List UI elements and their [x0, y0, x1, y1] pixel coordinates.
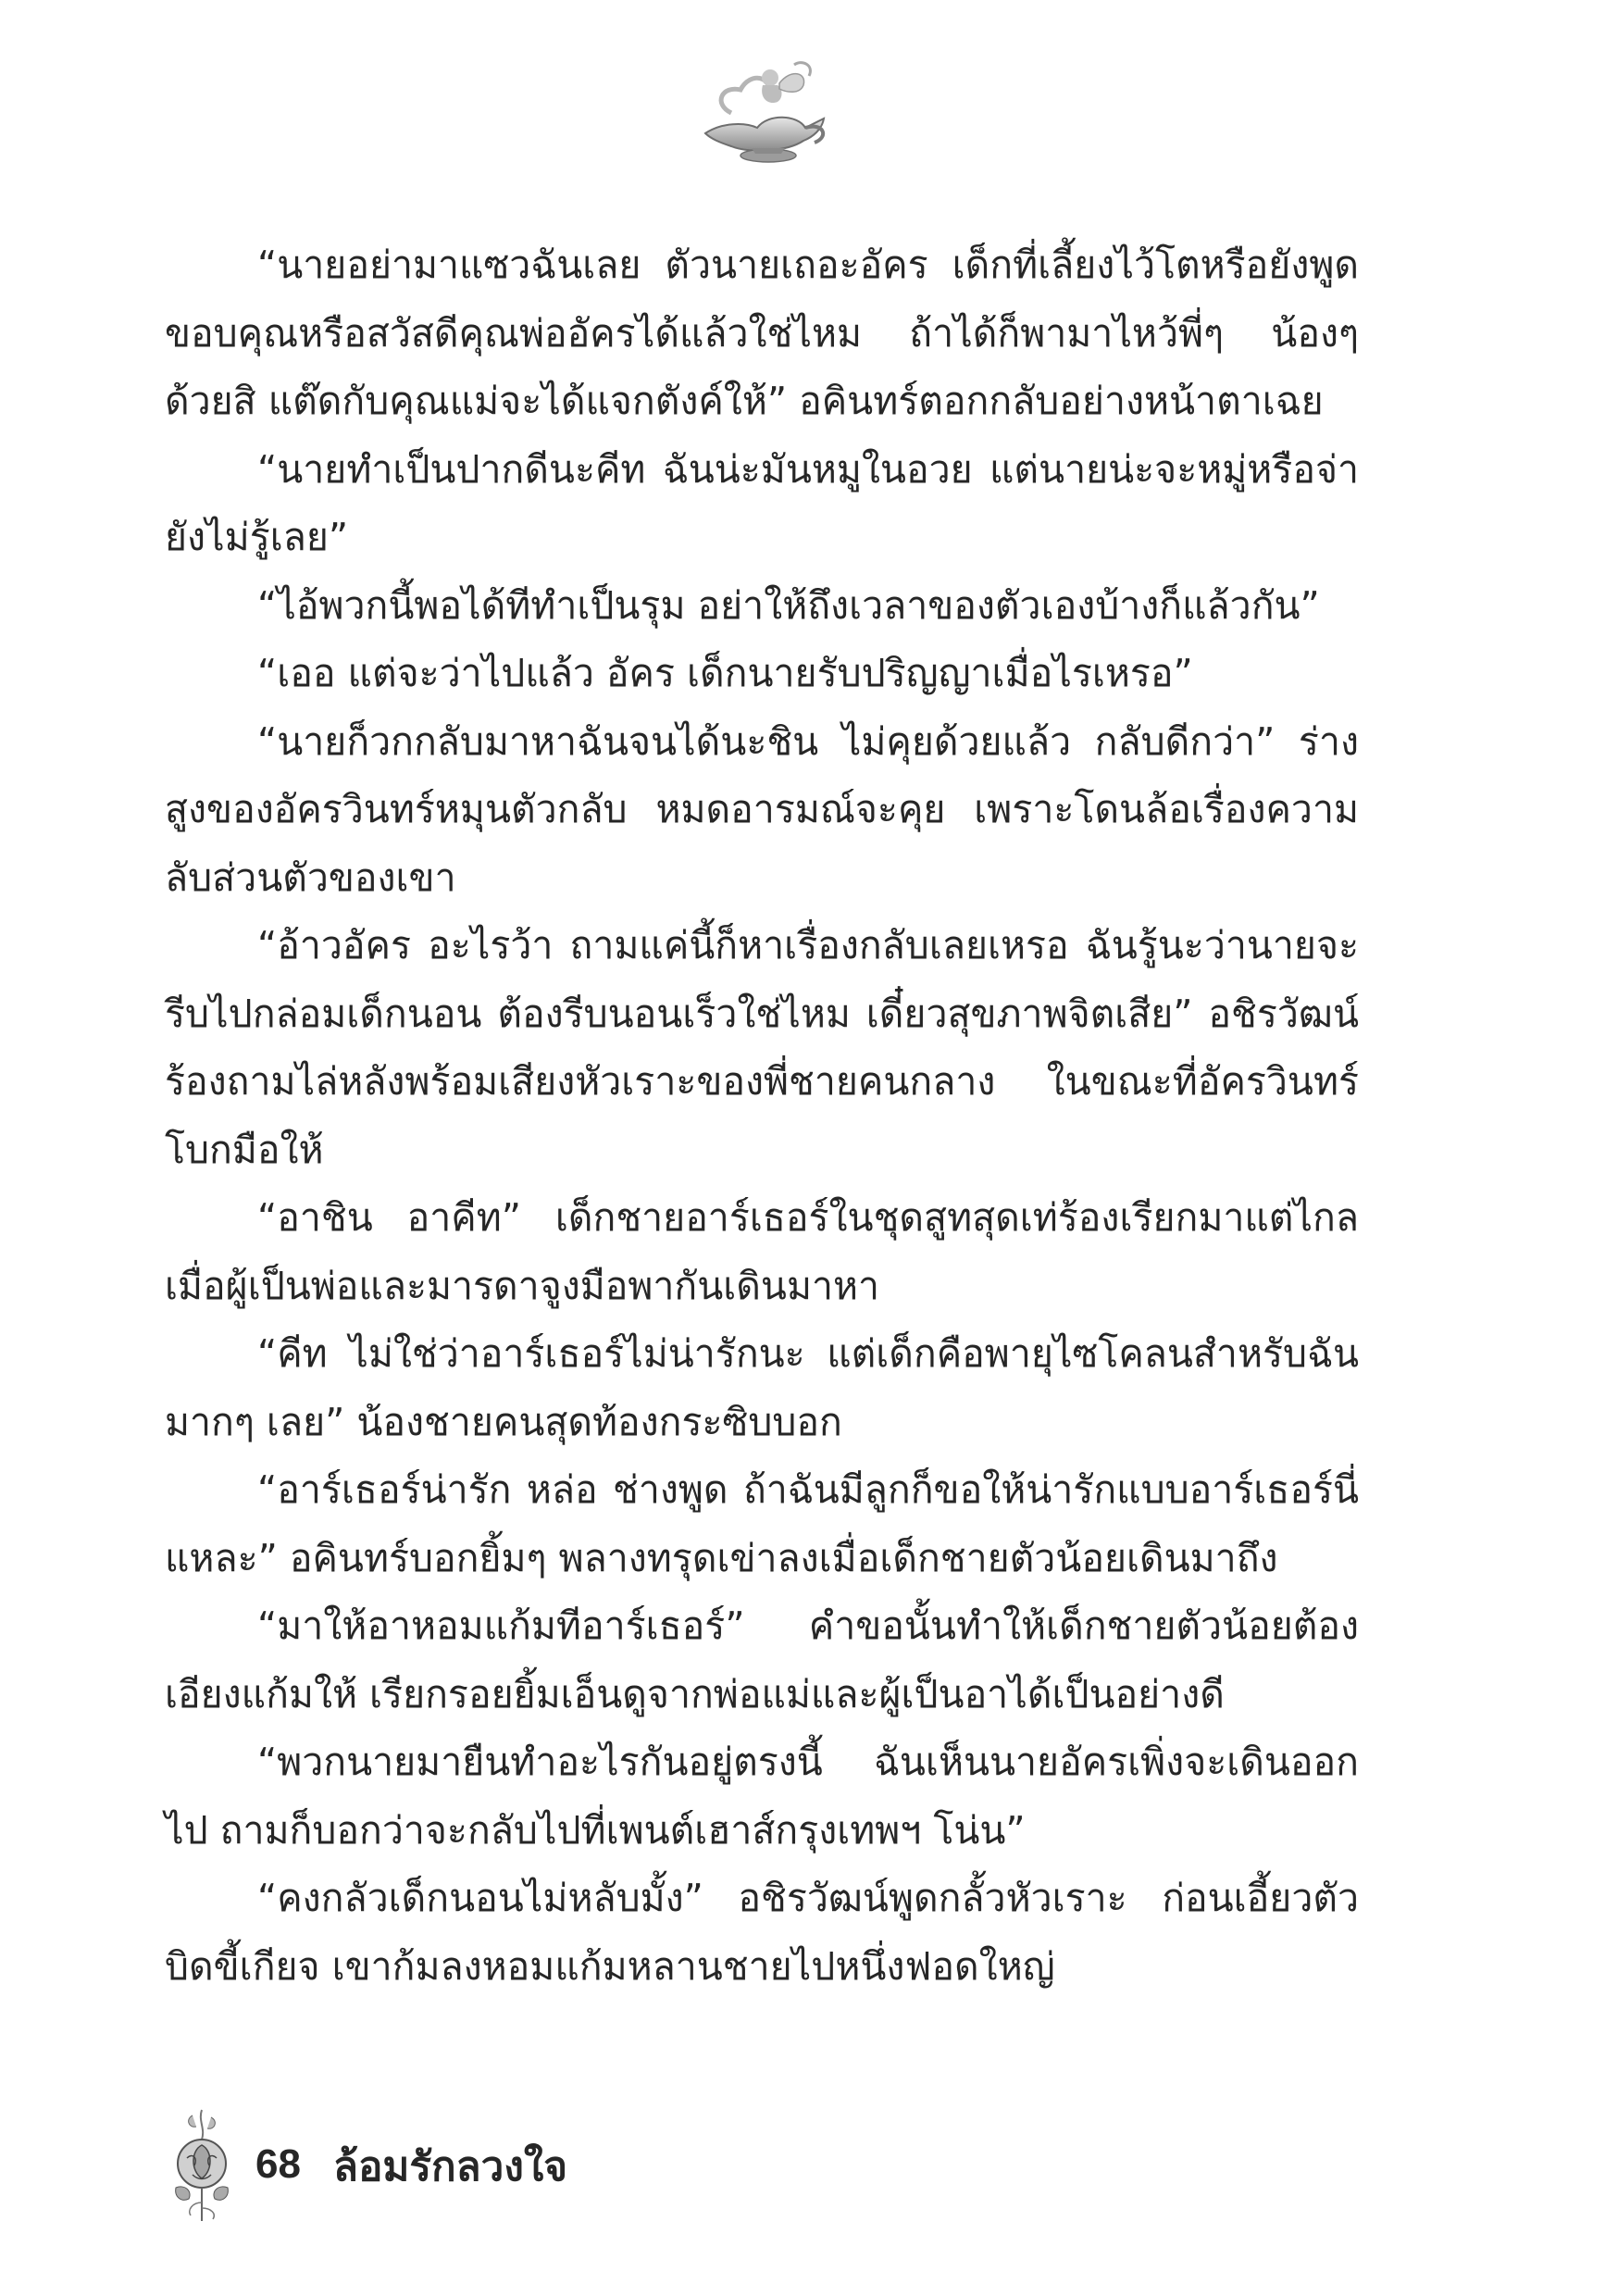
page-number: 68 — [255, 2141, 301, 2187]
paragraph: “อาชิน อาคีท” เด็กชายอาร์เธอร์ในชุดสูทสุดเท่ร้องเรียกมาแต่ไกล เมื่อผู้เป็นพ่อและมารดาจูงมือพากันเดินมาหา — [165, 1195, 1359, 1308]
paragraph: “อ้าวอัคร อะไรว้า ถามแค่นี้ก็หาเรื่องกลับเลยเหรอ ฉันรู้นะว่านายจะรีบไปกล่อมเด็กนอน ต้องรีบนอนเร็วใช่ไหม เดี๋ยวสุขภาพจิตเสีย” อชิรวัฒน์ร้องถามไล่หลังพร้อมเสียงหัวเราะของพี่ชายคนกลาง ในขณะที่อัครวินทร์โบกมือให้ — [165, 923, 1359, 1172]
paragraph: “คงกลัวเด็กนอนไม่หลับมั้ง” อชิรวัฒน์พูดกลั้วหัวเราะ ก่อนเอี้ยวตัวบิดขี้เกียจ เขาก้มลงหอมแก้มหลานชายไปหนึ่งฟอดใหญ่ — [165, 1876, 1359, 1989]
paragraph: “นายอย่ามาแซวฉันเลย ตัวนายเถอะอัคร เด็กที่เลี้ยงไว้โตหรือยังพูดขอบคุณหรือสวัสดีคุณพ่ออัครได้แล้วใช่ไหม ถ้าได้ก็พามาไหว้พี่ๆ น้องๆ ด้วยสิ แต๊ดกับคุณแม่จะได้แจกตังค์ให้” อคินทร์ตอกกลับอย่างหน้าตาเฉย — [165, 243, 1359, 423]
paragraph: “พวกนายมายืนทำอะไรกันอยู่ตรงนี้ ฉันเห็นนายอัครเพิ่งจะเดินออกไป ถามก็บอกว่าจะกลับไปที่เพนต์เฮาส์กรุงเทพฯ โน่น” — [165, 1740, 1359, 1853]
paragraph: “นายทำเป็นปากดีนะคีท ฉันน่ะมันหมูในอวย แต่นายน่ะจะหมู่หรือจ่ายังไม่รู้เลย” — [165, 446, 1359, 559]
paragraph: “ไอ้พวกนี้พอได้ทีทำเป็นรุม อย่าให้ถึงเวลาของตัวเองบ้างก็แล้วกัน” — [257, 582, 1320, 628]
body-text — [165, 231, 1359, 2001]
paragraph: “อาร์เธอร์น่ารัก หล่อ ช่างพูด ถ้าฉันมีลูกก็ขอให้น่ารักแบบอาร์เธอร์นี่แหละ” อคินทร์บอกยิ้มๆ พลางทรุดเข่าลงเมื่อเด็กชายตัวน้อยเดินมาถึง — [165, 1467, 1359, 1580]
book-title: ล้อมรักลวงใจ — [333, 2143, 568, 2190]
page-footer — [165, 2106, 998, 2227]
rose-icon — [165, 2106, 239, 2225]
paragraph: “เออ แต่จะว่าไปแล้ว อัคร เด็กนายรับปริญญาเมื่อไรเหรอ” — [257, 651, 1193, 695]
paragraph: “นายก็วกกลับมาหาฉันจนได้นะชิน ไม่คุยด้วยแล้ว กลับดีกว่า” ร่างสูงของอัครวินทร์หมุนตัวกลับ หมดอารมณ์จะคุย เพราะโดนล้อเรื่องความลับส่วนตัวของเขา — [165, 718, 1359, 900]
genie-lamp-icon — [694, 57, 833, 168]
paragraph: “คีท ไม่ใช่ว่าอาร์เธอร์ไม่น่ารักนะ แต่เด็กคือพายุไซโคลนสำหรับฉันมากๆ เลย” น้องชายคนสุดท้องกระซิบบอก — [165, 1331, 1359, 1444]
paragraph: “มาให้อาหอมแก้มทีอาร์เธอร์” คำขอนั้นทำให้เด็กชายตัวน้อยต้องเอียงแก้มให้ เรียกรอยยิ้มเอ็นดูจากพ่อแม่และผู้เป็นอาได้เป็นอย่างดี — [165, 1603, 1359, 1716]
